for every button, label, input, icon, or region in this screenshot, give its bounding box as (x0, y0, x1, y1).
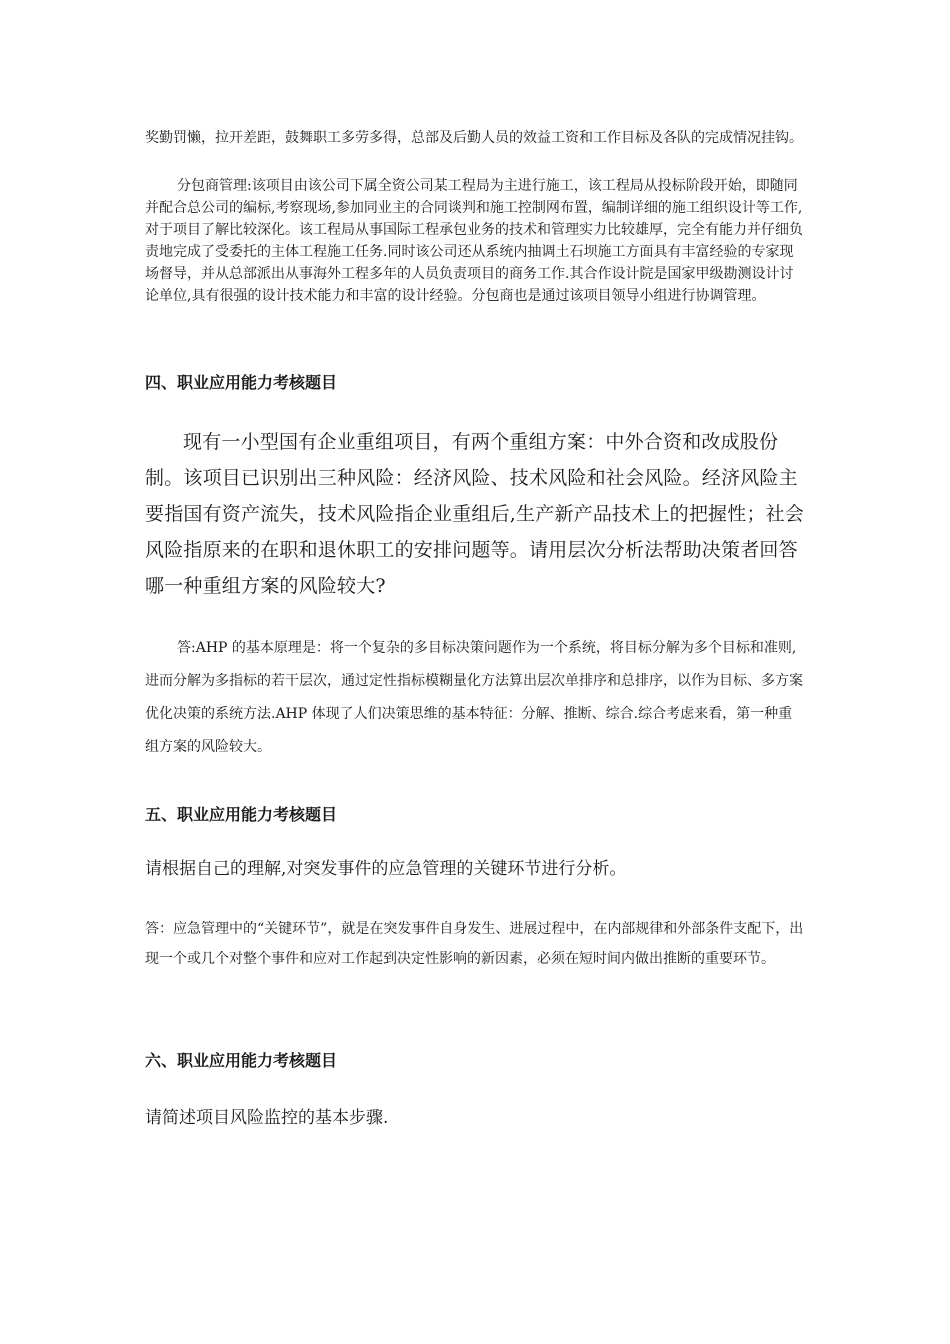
answer-5: 答：应急管理中的“关键环节”，就是在突发事件自身发生、进展过程中，在内部规律和外部条件支配下，出现一个或几个对整个事件和应对工作起到决定性影响的新因素，必须在短时间内做出推断的重要环节。 (145, 921, 804, 967)
section-heading-5: 五、职业应用能力考核题目 (145, 805, 338, 824)
question-4: 现有一小型国有企业重组项目，有两个重组方案：中外合资和改成股份制。该项目已识别出三种风险：经济风险、技术风险和社会风险。经济风险主要指国有资产流失，技术风险指企业重组后,生产新产品技术上的把握性；社会风险指原来的在职和退休职工的安排问题等。请用层次分析法帮助决策者回答哪一种重组方案的风险较大? (145, 431, 805, 597)
answer-4: 答:AHP 的基本原理是：将一个复杂的多目标决策问题作为一个系统，将目标分解为多个目标和准则,进而分解为多指标的若干层次，通过定性指标模糊量化方法算出层次单排序和总排序，以作为目标、多方案优化决策的系统方法.AHP 体现了人们决策思维的基本特征：分解、推断、综合.综合考虑来看，第一种重组方案的风险较大。 (145, 640, 803, 755)
section-heading-4: 四、职业应用能力考核题目 (145, 373, 338, 392)
question-6: 请简述项目风险监控的基本步骤. (145, 1108, 389, 1128)
paragraph-subcontractor-management: 分包商管理:该项目由该公司下属全资公司某工程局为主进行施工，该工程局从投标阶段开始，即随同并配合总公司的编标,考察现场,参加同业主的合同谈判和施工控制网布置，编制详细的施工组织设计等工作,对于项目了解比较深化。该工程局从事国际工程承包业务的技术和管理实力比较雄厚，完全有能力并仔细负责地完成了受委托的主体工程施工任务.同时该公司还从系统内抽调土石坝施工方面具有丰富经验的专家现场督导，并从总部派出从事海外工程多年的人员负责项目的商务工作.其合作设计院是国家甲级勘测设计讨论单位,具有很强的设计技术能力和丰富的设计经验。分包商也是通过该项目领导小组进行协调管理。 (145, 178, 803, 304)
paragraph-incentive: 奖勤罚懒，拉开差距，鼓舞职工多劳多得，总部及后勤人员的效益工资和工作目标及各队的完成情况挂钩。 (145, 130, 803, 146)
section-heading-6: 六、职业应用能力考核题目 (145, 1051, 338, 1070)
question-5: 请根据自己的理解,对突发事件的应急管理的关键环节进行分析。 (145, 859, 627, 879)
